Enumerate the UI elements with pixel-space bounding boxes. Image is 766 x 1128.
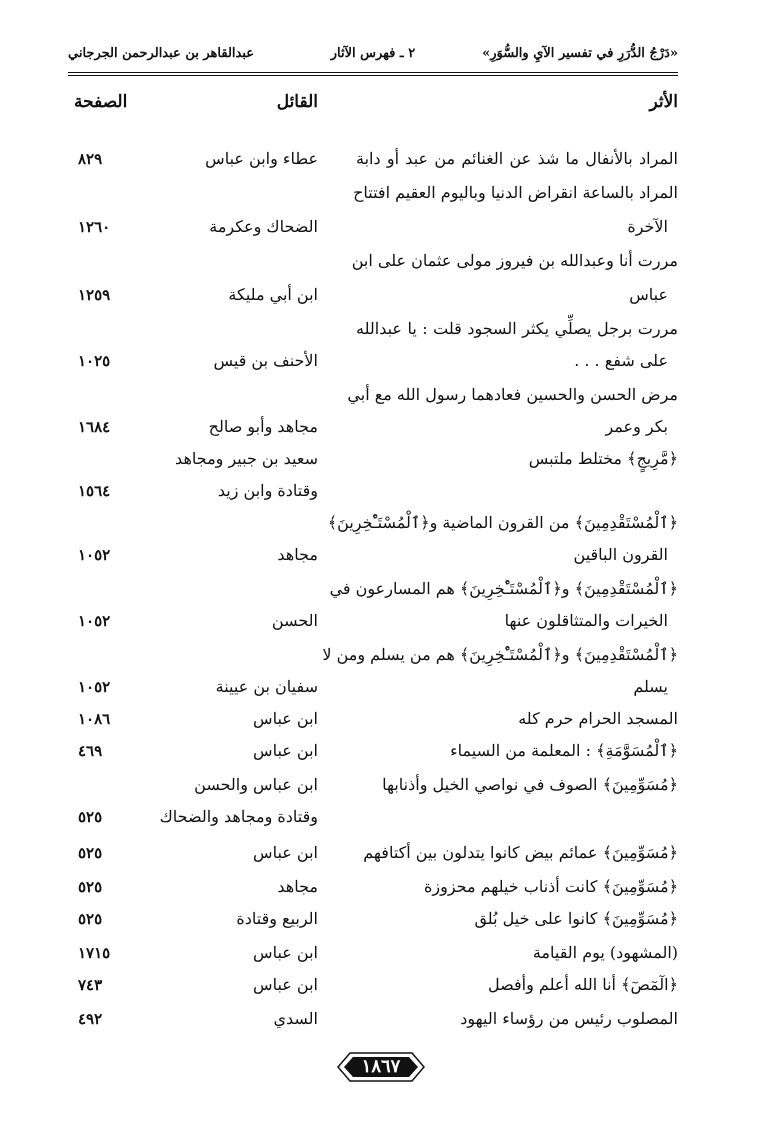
athar-text-cont: بكر وعمر [605, 417, 668, 436]
page-number: ٤٩٢ [78, 1010, 103, 1028]
athar-text: ﴿الٓمٓصٓ﴾ أنا الله أعلم وأفصل [488, 975, 678, 994]
qaail-name: سعيد بن جبير ومجاهد [175, 449, 318, 468]
author-name: عبدالقاهر بن عبدالرحمن الجرجاني [68, 46, 255, 61]
qaail-name: الأحنف بن قيس [213, 351, 318, 370]
athar-text-cont: عباس [629, 285, 668, 304]
athar-text: ﴿مُسَوِّمِينَ﴾ الصوف في نواصي الخيل وأذنابها [382, 775, 678, 794]
qaail-name: سفيان بن عيينة [215, 677, 318, 696]
page-number: ١٠٥٢ [78, 546, 111, 564]
qaail-name: الضحاك وعكرمة [209, 217, 318, 236]
athar-text-cont: يسلم [633, 677, 668, 696]
qaail-name: ابن أبي مليكة [228, 285, 318, 304]
page-number: ١٠٢٥ [78, 352, 111, 370]
athar-text: ﴿ٱلْمُسْتَقْدِمِينَ﴾ و﴿ٱلْمُسْتَـْٔخِرِينَ﴾ هم من يسلم ومن لا [322, 645, 678, 664]
athar-text: ﴿ٱلْمُسَوَّمَةِ﴾ : المعلمة من السيماء [450, 741, 678, 760]
page-number: ٥٢٥ [78, 878, 103, 896]
athar-text-cont: الخيرات والمتثاقلون عنها [504, 611, 668, 630]
qaail-name: مجاهد [277, 877, 318, 896]
qaail-name: ابن عباس [253, 843, 318, 862]
athar-text: ﴿مُسَوِّمِينَ﴾ كانت أذناب خيلهم محزوزة [424, 877, 678, 896]
athar-text: ﴿ٱلْمُسْتَقْدِمِينَ﴾ و﴿ٱلْمُسْتَـْٔخِرِينَ﴾ هم المسارعون في [329, 579, 678, 598]
page-number: ٥٢٥ [78, 910, 103, 928]
athar-text: المسجد الحرام حرم كله [518, 709, 678, 728]
page-number: ١٧١٥ [78, 944, 111, 962]
athar-text: المصلوب رئيس من رؤساء اليهود [460, 1009, 678, 1028]
qaail-name: مجاهد وأبو صالح [208, 417, 318, 436]
qaail-name: عطاء وابن عباس [205, 149, 318, 168]
header-page: الصفحة [74, 92, 128, 112]
athar-text: مررت برجل يصلِّي يكثر السجود قلت : يا عبدالله [356, 319, 678, 338]
page-number: ١٠٨٦ [78, 710, 111, 728]
qaail-name: الربيع وقتادة [236, 909, 318, 928]
qaail-name: ابن عباس والحسن [194, 775, 318, 794]
qaail-name: مجاهد [277, 545, 318, 564]
athar-text: ﴿مُسَوِّمِينَ﴾ عمائم بيض كانوا يتدلون بين أكتافهم [363, 843, 678, 862]
qaail-name: ابن عباس [253, 975, 318, 994]
athar-text: (المشهود) يوم القيامة [532, 943, 678, 962]
athar-text: ﴿مَّرِيجٍ﴾ مختلط ملتبس [528, 449, 678, 468]
page-number: ٨٢٩ [78, 150, 103, 168]
qaail-name: السدي [273, 1009, 318, 1028]
athar-text: المراد بالساعة انقراض الدنيا وباليوم العقيم افتتاح [353, 183, 678, 202]
page-number: ٥٢٥ [78, 844, 103, 862]
qaail-name-cont: وقتادة وابن زيد [217, 481, 318, 500]
page-number: ٤٦٩ [78, 742, 103, 760]
athar-text-cont: القرون الباقين [573, 545, 668, 564]
athar-text: ﴿ٱلْمُسْتَقْدِمِينَ﴾ من القرون الماضية و﴿ٱلْمُسْتَـْٔخِرِينَ﴾ [327, 513, 678, 532]
page-number: ٥٢٥ [78, 808, 103, 826]
athar-text: ﴿مُسَوِّمِينَ﴾ كانوا على خيل بُلق [474, 909, 678, 928]
folio-number: ١٨٦٧ [361, 1056, 401, 1077]
book-title: «دَرْجُ الدُّرَرِ في تفسير الآيِ والسُّوَرِ» [482, 46, 678, 61]
qaail-name: ابن عباس [253, 943, 318, 962]
qaail-name: الحسن [271, 611, 318, 630]
page-folio [336, 1050, 426, 1084]
page-number: ١٦٨٤ [78, 418, 111, 436]
athar-text-cont: الآخرة [627, 217, 668, 236]
header-qaail: القائل [276, 92, 318, 112]
page-number: ١٢٦٠ [78, 218, 111, 236]
page-number: ٧٤٣ [78, 976, 103, 994]
qaail-name: ابن عباس [253, 741, 318, 760]
page-number: ١٠٥٢ [78, 678, 111, 696]
athar-text: مرض الحسن والحسين فعادهما رسول الله مع أبي [347, 385, 678, 404]
athar-text-cont: على شفع . . . [574, 351, 668, 370]
section-title: ٢ ـ فهرس الآثار [330, 46, 416, 61]
page-number: ١٠٥٢ [78, 612, 111, 630]
qaail-name-cont: وقتادة ومجاهد والضحاك [159, 807, 318, 826]
header-athar: الأثر [649, 92, 678, 112]
page-number: ١٥٦٤ [78, 482, 111, 500]
athar-text: مررت أنا وعبدالله بن فيروز مولى عثمان على ابن [351, 251, 678, 270]
qaail-name: ابن عباس [253, 709, 318, 728]
page-number: ١٢٥٩ [78, 286, 111, 304]
athar-text: المراد بالأنفال ما شذ عن الغنائم من عبد أو دابة [356, 149, 678, 168]
